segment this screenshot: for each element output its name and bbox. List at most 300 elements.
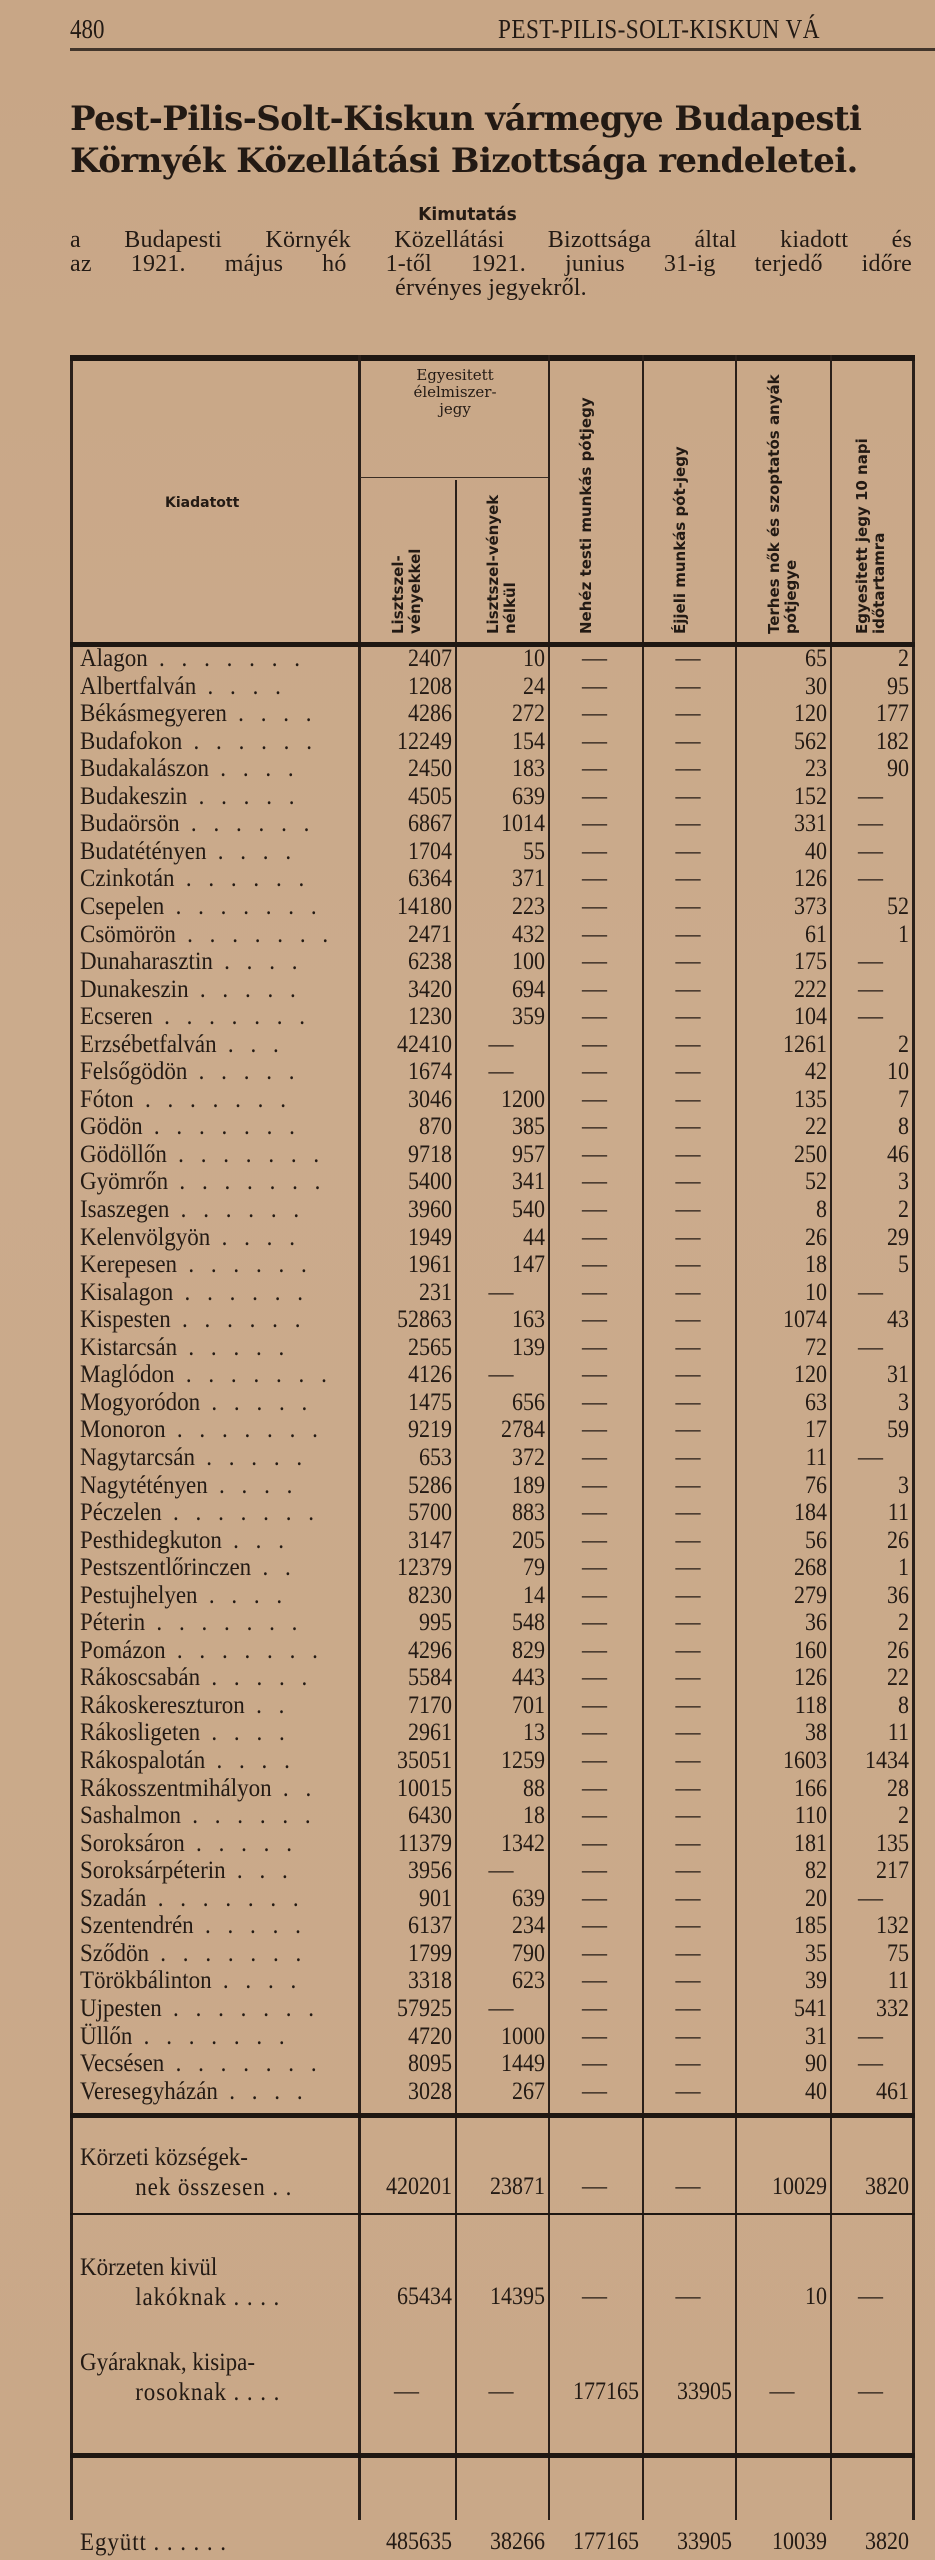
cell-value: 6430 <box>407 1802 452 1830</box>
table-row <box>70 893 915 921</box>
cell-value: — <box>675 1499 701 1527</box>
cell-value: 163 <box>512 1306 545 1334</box>
cell-value: — <box>675 948 701 976</box>
cell-value: — <box>582 1030 607 1058</box>
totals-top-rule <box>70 2113 915 2118</box>
cell-value: 234 <box>512 1912 545 1940</box>
cell-value: — <box>582 1829 607 1857</box>
cell-value: 20 <box>805 1884 827 1912</box>
cell-value: — <box>488 1278 514 1306</box>
row-label-text: Veresegyházán <box>80 2077 218 2105</box>
table-row <box>70 810 915 838</box>
row-label-text: Maglódon <box>80 1361 175 1389</box>
cell-value: — <box>675 1967 701 1995</box>
cell-value: — <box>675 1251 701 1279</box>
table-row <box>70 2078 915 2106</box>
intro-line-3: érvényes jegyekről. <box>395 275 587 301</box>
cell-value: — <box>582 1058 607 1086</box>
cell-value: 883 <box>512 1499 545 1527</box>
cell-value: — <box>675 1085 701 1113</box>
grand-total-rule <box>70 2453 915 2458</box>
cell-value: — <box>675 1196 701 1223</box>
cell-value: 205 <box>512 1526 545 1554</box>
cell-value: 11 <box>805 1443 827 1471</box>
table-row <box>70 1830 915 1858</box>
cell-value: — <box>675 920 701 948</box>
row-label <box>80 1389 338 1416</box>
cell-value: — <box>582 1691 607 1719</box>
cell-value: — <box>582 1333 607 1361</box>
table-row <box>70 645 915 673</box>
row-label-line-2: rosoknak . . . . <box>135 2379 281 2407</box>
leader-dots: . . . . . . . <box>168 1168 326 1196</box>
cell-value: — <box>582 948 607 976</box>
cell-value: 2450 <box>407 755 452 783</box>
leader-dots: . . . . . . . <box>149 1939 307 1967</box>
header-rule <box>70 48 935 51</box>
row-label <box>80 1637 338 1664</box>
leader-dots: . . . . <box>217 2077 309 2105</box>
leader-dots: . . . <box>221 1526 290 1554</box>
cell-value: 443 <box>512 1664 545 1692</box>
row-label <box>80 1086 338 1113</box>
leader-dots: . . . . <box>200 1719 291 1747</box>
cell-value: — <box>582 2283 607 2311</box>
row-label-text: Vecsésen <box>80 2050 165 2078</box>
cell-value: 1799 <box>407 1939 452 1967</box>
row-label-text: Budaörsön <box>80 810 180 838</box>
row-label <box>80 1527 338 1554</box>
leader-dots: . . . . . <box>177 1333 290 1361</box>
cell-value: 3820 <box>865 2528 909 2556</box>
cell-value: 656 <box>512 1388 545 1416</box>
cell-value: 1949 <box>407 1223 452 1251</box>
cell-value: 3 <box>898 1388 909 1416</box>
cell-value: 160 <box>794 1636 827 1664</box>
row-label <box>80 976 338 1003</box>
cell-value: — <box>675 1278 701 1306</box>
row-label <box>80 810 338 837</box>
cell-value: 177165 <box>573 2528 639 2556</box>
table-row <box>70 1444 915 1472</box>
row-label <box>80 1416 338 1443</box>
leader-dots: . . . . . . <box>179 810 315 838</box>
title-line-1: Pest-Pilis-Solt-Kiskun vármegye Budapesti <box>70 99 862 139</box>
row-label-text: Budakalászon <box>80 755 210 783</box>
cell-value: — <box>675 1554 701 1582</box>
cell-value: — <box>488 1361 514 1389</box>
leader-dots: . . . . . . . <box>166 1140 325 1168</box>
row-label <box>80 1664 338 1691</box>
row-label <box>80 1719 338 1746</box>
cell-value: 2 <box>898 1030 909 1058</box>
cell-value: 65 <box>805 645 827 672</box>
row-label <box>80 1334 338 1361</box>
cell-value: — <box>675 1058 701 1086</box>
column-header <box>737 363 830 640</box>
cell-value: 33905 <box>677 2528 732 2556</box>
cell-value: — <box>675 1857 701 1885</box>
cell-value: 43 <box>887 1306 909 1334</box>
cell-value: 8095 <box>407 2050 452 2078</box>
cell-value: 995 <box>418 1609 452 1637</box>
row-label-line-1: Körzeten kivül <box>80 2254 218 2282</box>
leader-dots: . . . . . . . <box>165 1636 324 1664</box>
cell-value: — <box>582 1471 607 1499</box>
row-label <box>80 1940 338 1967</box>
group-header-rule <box>360 477 548 478</box>
row-label-text: Ujpesten <box>80 1994 162 2022</box>
cell-value: 42410 <box>396 1030 452 1058</box>
cell-value: 9219 <box>407 1416 452 1444</box>
cell-value: 222 <box>794 975 827 1003</box>
leader-dots: . . . . . . <box>174 865 310 893</box>
cell-value: — <box>675 1581 701 1609</box>
table-row <box>70 1003 915 1031</box>
row-label <box>80 1113 338 1140</box>
leader-dots: . . . . <box>196 672 287 700</box>
cell-value: — <box>675 1609 701 1637</box>
cell-value: 5286 <box>407 1471 452 1499</box>
totals-separator-rule <box>70 2213 915 2215</box>
cell-value: — <box>582 1912 607 1940</box>
cell-value: 23 <box>805 755 827 783</box>
cell-value: 1704 <box>407 837 452 865</box>
document-title <box>70 98 912 182</box>
cell-value: 65434 <box>396 2283 452 2311</box>
row-label-line-1: Gyáraknak, kisipa- <box>80 2349 256 2377</box>
cell-value: 18 <box>805 1251 827 1279</box>
cell-value: 29 <box>887 1223 909 1251</box>
cell-value: 3956 <box>407 1857 452 1885</box>
table-row <box>70 1086 915 1114</box>
cell-value: 57925 <box>396 1994 452 2022</box>
table-row <box>70 1472 915 1500</box>
cell-value: — <box>858 1278 883 1306</box>
cell-value: — <box>675 975 701 1003</box>
table-row <box>70 700 915 728</box>
cell-value: 22 <box>887 1664 909 1692</box>
cell-value: 184 <box>794 1499 827 1527</box>
cell-value: 332 <box>876 1994 909 2022</box>
cell-value: 185 <box>794 1912 827 1940</box>
cell-value: 4126 <box>407 1361 452 1389</box>
column-header-label: Egyesitett jegy 10 napi időtartamra <box>853 438 888 634</box>
cell-value: — <box>675 1223 701 1251</box>
row-label-line-1 <box>80 2498 338 2528</box>
row-label <box>80 1003 338 1030</box>
cell-value: 182 <box>876 727 909 755</box>
cell-value: — <box>582 865 607 893</box>
table-row <box>70 865 915 893</box>
column-header-label: Lisztszel-vényekkel <box>389 548 424 634</box>
cell-value: 1674 <box>407 1058 452 1086</box>
cell-value: 957 <box>512 1140 545 1168</box>
cell-value: — <box>675 1884 701 1912</box>
table-row <box>70 1995 915 2023</box>
cell-value: 11 <box>887 1967 909 1995</box>
cell-value: 75 <box>887 1939 909 1967</box>
subtotal-row <box>70 2253 915 2315</box>
cell-value: — <box>858 1003 883 1031</box>
cell-value: 372 <box>512 1443 545 1471</box>
leader-dots: . . . . . . <box>182 727 318 755</box>
page-number: 480 <box>70 14 105 44</box>
cell-value: 279 <box>794 1581 827 1609</box>
cell-value: — <box>582 1003 607 1031</box>
leader-dots: . . . . . . . <box>152 1003 311 1031</box>
group-header-label: Egyesitett élelmiszer-jegy <box>413 366 497 418</box>
cell-value: 250 <box>794 1140 827 1168</box>
cell-value: — <box>582 1581 607 1609</box>
cell-value: 3420 <box>407 975 452 1003</box>
row-label <box>80 1141 338 1168</box>
cell-value: — <box>675 1939 701 1967</box>
cell-value: — <box>675 2077 701 2105</box>
cell-value: 104 <box>794 1003 827 1031</box>
cell-value: — <box>582 2173 607 2201</box>
leader-dots: . . . <box>225 1857 294 1885</box>
row-label <box>80 645 338 672</box>
cell-value: 6238 <box>407 948 452 976</box>
cell-value: 13 <box>523 1719 545 1747</box>
cell-value: — <box>582 1140 607 1168</box>
cell-value: — <box>488 1857 514 1885</box>
row-label-text: Sződön <box>80 1939 149 1967</box>
cell-value: — <box>582 1967 607 1995</box>
cell-value: — <box>675 2173 701 2201</box>
row-label-text: Alagon <box>80 645 148 672</box>
leader-dots: . . . . <box>211 1967 302 1995</box>
row-label <box>80 921 338 948</box>
cell-value: 267 <box>512 2077 545 2105</box>
cell-value: 8230 <box>407 1581 452 1609</box>
row-label <box>80 728 338 755</box>
leader-dots: . . . . . . . <box>145 1609 303 1637</box>
cell-value: — <box>582 1802 607 1830</box>
leader-dots: . . . . . . <box>169 1196 305 1223</box>
cell-value: — <box>582 1857 607 1885</box>
cell-value: — <box>582 1361 607 1389</box>
cell-value: 31 <box>805 2022 827 2050</box>
row-label-text: Budakeszin <box>80 782 188 810</box>
table-row <box>70 921 915 949</box>
cell-value: 175 <box>794 948 827 976</box>
table-row <box>70 1637 915 1665</box>
cell-value: — <box>488 1994 514 2022</box>
cell-value: 3318 <box>407 1967 452 1995</box>
cell-value: 11379 <box>397 1829 452 1857</box>
leader-dots: . . . . . . . <box>174 1361 333 1389</box>
leader-dots: . . . . <box>197 1581 288 1609</box>
leader-dots: . . . . <box>206 837 297 865</box>
cell-value: 1 <box>898 920 909 948</box>
cell-value: — <box>858 782 883 810</box>
row-label <box>80 673 338 700</box>
row-label <box>80 1306 338 1333</box>
leader-dots: . . . . . <box>200 1664 313 1692</box>
leader-dots: . . . . . . <box>173 1278 309 1306</box>
cell-value: — <box>858 1443 883 1471</box>
cell-value: 694 <box>512 975 545 1003</box>
cell-value: — <box>675 1443 701 1471</box>
cell-value: 118 <box>794 1691 827 1719</box>
cell-value: 623 <box>512 1967 545 1995</box>
cell-value: 17 <box>805 1416 827 1444</box>
row-label-text: Rákospalotán <box>80 1747 206 1774</box>
cell-value: 2 <box>898 1196 909 1223</box>
row-label-text: Kelenvölgyön <box>80 1223 211 1251</box>
cell-value: 40 <box>805 837 827 865</box>
table-row <box>70 1334 915 1362</box>
table-row <box>70 1967 915 1995</box>
cell-value: — <box>582 1884 607 1912</box>
cell-value: — <box>582 1939 607 1967</box>
intro-paragraph <box>70 228 912 300</box>
cell-value: 132 <box>876 1912 909 1940</box>
row-label-text: Dunaharasztin <box>80 948 213 976</box>
leader-dots: . . . . . . . <box>165 1416 324 1444</box>
cell-value: 177165 <box>573 2378 639 2406</box>
cell-value: — <box>675 672 701 700</box>
row-label <box>80 1857 338 1884</box>
row-label <box>80 783 338 810</box>
cell-value: 4286 <box>407 700 452 728</box>
leader-dots: . . . . . <box>193 1912 307 1940</box>
cell-value: — <box>858 1884 883 1912</box>
cell-value: — <box>675 1333 701 1361</box>
cell-value: 461 <box>876 2077 909 2105</box>
cell-value: 126 <box>794 865 827 893</box>
cell-value: — <box>675 1113 701 1141</box>
leader-dots: . . . . . <box>187 782 301 810</box>
cell-value: 42 <box>805 1058 827 1086</box>
row-label <box>80 1995 338 2022</box>
cell-value: 2961 <box>407 1719 452 1747</box>
row-label-text: Pestujhelyen <box>80 1581 198 1609</box>
cell-value: 359 <box>512 1003 545 1031</box>
cell-value: 95 <box>887 672 909 700</box>
row-label <box>80 865 338 892</box>
cell-value: — <box>858 837 883 865</box>
row-label <box>80 1224 338 1251</box>
cell-value: — <box>675 1691 701 1719</box>
row-label <box>80 1747 338 1774</box>
cell-value: 1208 <box>407 672 452 700</box>
column-header <box>550 363 642 640</box>
row-label <box>80 1196 338 1223</box>
cell-value: 166 <box>794 1774 827 1802</box>
cell-value: — <box>675 1802 701 1830</box>
row-label <box>80 1967 338 1994</box>
cell-value: 1261 <box>783 1030 827 1058</box>
cell-value: — <box>582 1306 607 1334</box>
row-label-text: Szadán <box>80 1884 147 1912</box>
cell-value: 38 <box>805 1719 827 1747</box>
cell-value: 1961 <box>407 1251 452 1279</box>
cell-value: 11 <box>887 1499 909 1527</box>
row-label-text: Rákosligeten <box>80 1719 201 1747</box>
cell-value: 183 <box>512 755 545 783</box>
row-label <box>80 1058 338 1085</box>
row-header-label: Kiadatott <box>165 495 240 511</box>
row-label-text: Péczelen <box>80 1499 162 1527</box>
table-row <box>70 1058 915 1086</box>
row-label-text: Dunakeszin <box>80 975 189 1003</box>
row-label-text: Budafokon <box>80 727 183 755</box>
cell-value: — <box>582 1526 607 1554</box>
leader-dots: . . . . . . . <box>161 1499 320 1527</box>
leader-dots: . . . . . . . <box>164 2050 323 2078</box>
row-label-text: Békásmegyeren <box>80 700 227 728</box>
cell-value: — <box>582 1609 607 1637</box>
cell-value: 139 <box>512 1333 545 1361</box>
row-label <box>80 2023 338 2050</box>
cell-value: 217 <box>876 1857 909 1885</box>
cell-value: 653 <box>418 1443 452 1471</box>
row-label <box>80 2050 338 2077</box>
table-row <box>70 783 915 811</box>
cell-value: 1230 <box>407 1003 452 1031</box>
table-row <box>70 1609 915 1637</box>
cell-value: 870 <box>418 1113 452 1141</box>
row-label-text: Csömörön <box>80 920 176 948</box>
row-label <box>80 948 338 975</box>
leader-dots: . . . . . . . <box>146 1884 305 1912</box>
cell-value: — <box>675 645 701 672</box>
cell-value: 28 <box>887 1774 909 1802</box>
cell-value: — <box>675 1664 701 1692</box>
cell-value: 2407 <box>407 645 452 672</box>
cell-value: 639 <box>512 1884 545 1912</box>
cell-value: — <box>582 1747 607 1774</box>
group-header <box>362 367 548 418</box>
table-row <box>70 1719 915 1747</box>
cell-value: 35051 <box>396 1747 452 1774</box>
cell-value: 14180 <box>396 892 452 920</box>
cell-value: — <box>675 865 701 893</box>
cell-value: 829 <box>512 1636 545 1664</box>
row-label <box>80 1251 338 1278</box>
cell-value: — <box>582 1443 607 1471</box>
column-header-label: Éjjeli munkás pót-jegy <box>670 446 689 634</box>
cell-value: 152 <box>794 782 827 810</box>
table-row <box>70 1940 915 1968</box>
cell-value: 3028 <box>407 2077 452 2105</box>
row-label-text: Gödön <box>80 1113 143 1141</box>
cell-value: 3046 <box>407 1085 452 1113</box>
cell-value: 8 <box>898 1113 909 1141</box>
table-row <box>70 1582 915 1610</box>
cell-value: — <box>582 1113 607 1141</box>
cell-value: 40 <box>805 2077 827 2105</box>
table-row <box>70 1196 915 1224</box>
cell-value: 1 <box>898 1554 909 1582</box>
cell-value: — <box>675 1471 701 1499</box>
cell-value: 485635 <box>385 2528 452 2556</box>
cell-value: — <box>582 975 607 1003</box>
table-row <box>70 1747 915 1775</box>
leader-dots: . . . . . . . <box>133 1085 292 1113</box>
cell-value: 26 <box>887 1636 909 1664</box>
cell-value: 52 <box>805 1168 827 1196</box>
table-row <box>70 1141 915 1169</box>
leader-dots: . . . . . <box>200 1388 313 1416</box>
cell-value: — <box>582 1719 607 1747</box>
column-header-label: Lisztszel-vények nélkül <box>483 494 519 634</box>
cell-value: 1200 <box>501 1085 545 1113</box>
table-row <box>70 728 915 756</box>
